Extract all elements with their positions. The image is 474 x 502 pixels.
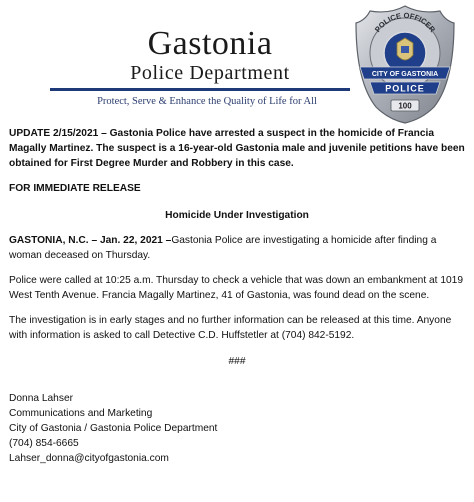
police-badge-icon: [350, 3, 460, 125]
badge-bottom-text: POLICE: [385, 83, 425, 94]
badge-number: 100: [398, 101, 412, 111]
headline: Homicide Under Investigation: [165, 210, 309, 221]
lead-text: Gastonia Police are investigating a homicide after finding a woman deceased on Thursday.: [9, 235, 437, 261]
badge-banner-text: CITY OF GASTONIA: [371, 71, 439, 78]
letterhead-rule: [50, 88, 350, 91]
paragraph-3: The investigation is in early stages and no further information can be released at this time. Anyone with information is asked to call Detective C.D. Huffstetler at (704) 842-5192.: [9, 315, 452, 341]
contact-name: Donna Lahser: [9, 393, 74, 404]
end-mark: ###: [228, 356, 246, 367]
letterhead: [0, 0, 474, 118]
contact-block: [9, 391, 465, 466]
contact-title: Communications and Marketing: [9, 408, 153, 419]
contact-email[interactable]: Lahser_donna@cityofgastonia.com: [9, 453, 169, 464]
contact-org: City of Gastonia / Gastonia Police Department: [9, 423, 218, 434]
badge-top-text: POLICE OFFICER: [372, 10, 438, 34]
department-name: Gastonia: [147, 25, 273, 62]
release-label: FOR IMMEDIATE RELEASE: [9, 183, 141, 194]
lead-paragraph: [9, 233, 465, 263]
press-release-body: [9, 126, 465, 466]
dateline: GASTONIA, N.C. – Jan. 22, 2021 –: [9, 235, 172, 246]
contact-phone: (704) 854-6665: [9, 438, 79, 449]
paragraph-2: Police were called at 10:25 a.m. Thursday to check a vehicle that was down an embankment at 1019 West Tenth Avenue. Francia Magally Martinez, 41 of Gastonia, was found dead on the scene.: [9, 275, 463, 301]
update-notice: UPDATE 2/15/2021 – Gastonia Police have arrested a suspect in the homicide of Francia Magally Martinez. The suspect is a 16-year-old Gastonia male and juvenile petitions have been obtained for First Degree Murder and Robbery in this case.: [9, 128, 465, 169]
department-tagline: Protect, Serve & Enhance the Quality of Life for All: [97, 96, 317, 107]
department-subtitle: Police Department: [130, 62, 290, 84]
